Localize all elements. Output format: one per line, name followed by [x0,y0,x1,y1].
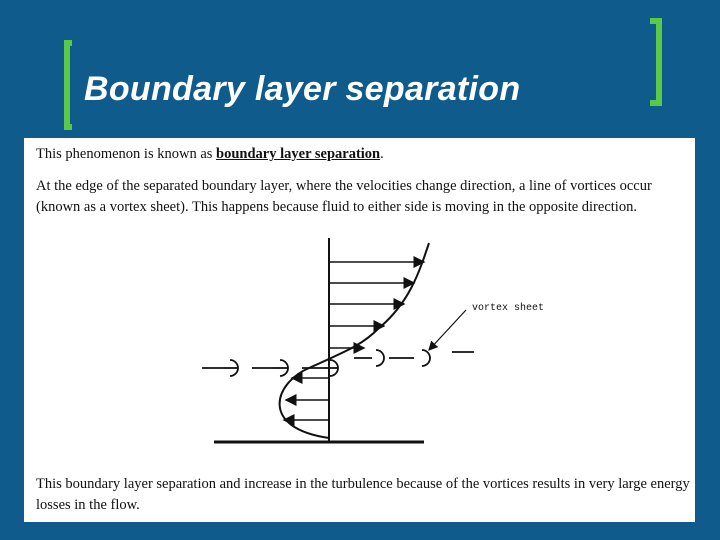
intro-prefix: This phenomenon is known as [36,146,217,162]
content-panel [24,138,695,522]
intro-suffix: . [380,146,384,162]
label-pointer-arrow [429,310,466,350]
intro-term: boundary layer separation [216,146,381,162]
energy-loss-paragraph: This boundary layer separation and increase in the turbulence because of the vortices results in very large energy losses in the flow. [36,476,690,513]
left-bracket-decoration [64,40,72,130]
slide-title: Boundary layer separation [84,70,521,108]
right-bracket-decoration [650,18,662,106]
vortex-sheet-label: vortex sheet [472,303,545,314]
vortex-explanation-paragraph: At the edge of the separated boundary layer, where the velocities change direction, a line of vortices occur (known as a vortex sheet). This happens because fluid to either side is moving in the opposite direction. [36,178,652,215]
velocity-profile-curve [280,243,429,438]
velocity-profile-diagram [24,138,695,522]
